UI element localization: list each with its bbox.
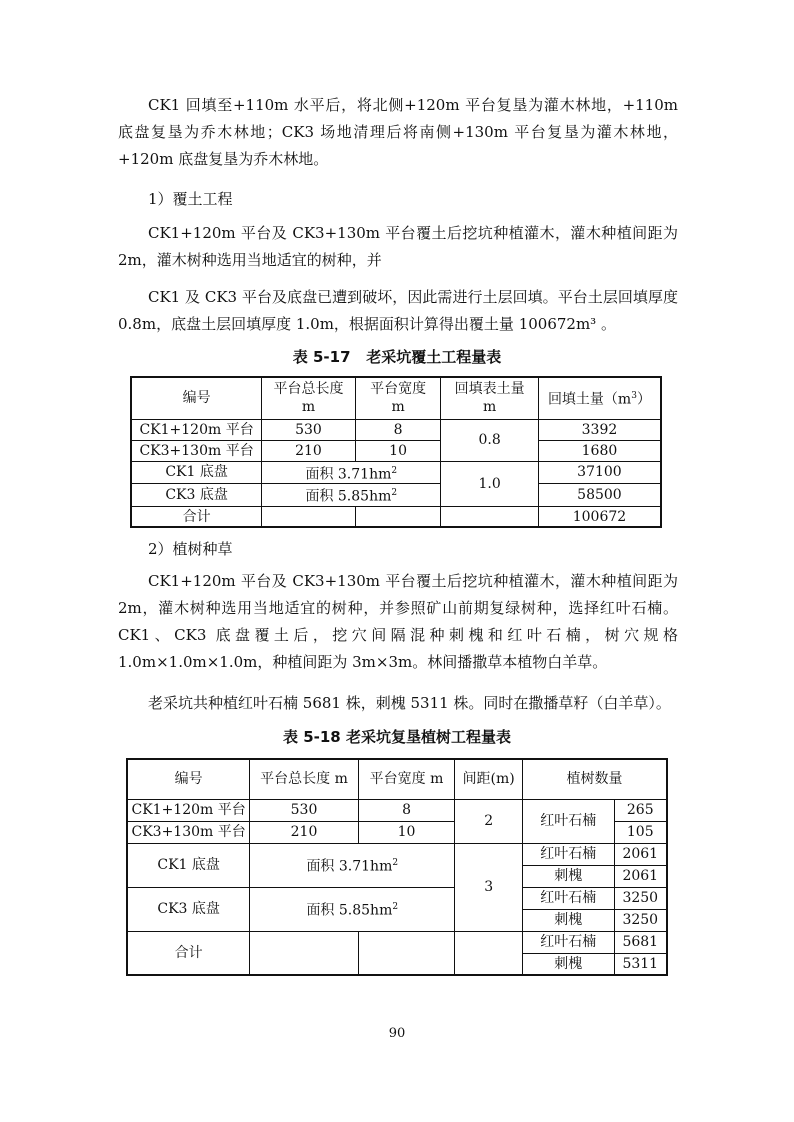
- table2-cell-area: 面积 $3.71hm^2$: [250, 843, 455, 887]
- table1-cell-volume: 100672: [538, 506, 661, 527]
- table2-caption: [0, 726, 794, 747]
- table2-cell-name: CK1+120m 平台: [127, 799, 250, 821]
- table-row: [127, 887, 667, 909]
- table2-cell-species: 红叶石楠: [523, 887, 615, 909]
- page-number: 90: [388, 1026, 406, 1041]
- table1-cell-length: 530: [262, 419, 356, 440]
- table2-cell-spacing: 3: [455, 843, 523, 931]
- table2-cell-species: 红叶石楠: [523, 931, 615, 953]
- table-row: [131, 484, 661, 507]
- table1-cell-width: 10: [355, 440, 441, 461]
- table2-header-row: [127, 759, 667, 799]
- table1-caption-title: 老采坑覆土工程量表: [366, 348, 502, 366]
- table1-caption: [0, 346, 794, 367]
- table2-caption-title: 老采坑复垦植树工程量表: [345, 728, 511, 746]
- table1-cell-name: CK3+130m 平台: [131, 440, 262, 461]
- paragraph-ck1-backfill: CK1 回填至+110m 水平后，将北侧+120m 平台复垦为灌木林地，+110m 底盘复垦为乔木林地；CK3 场地清理后将南侧+130m 平台复垦为灌木林地，+120m 底盘复垦为乔木林地。: [118, 96, 678, 168]
- table1-cell-empty: [355, 506, 441, 527]
- table1-cell-name: CK1 底盘: [131, 461, 262, 484]
- table2-cell-count: 105: [614, 821, 667, 843]
- table1-cell-volume: 37100: [538, 461, 661, 484]
- table2-cell-width: 10: [358, 821, 455, 843]
- table-row: [127, 931, 667, 953]
- table1-header-length: 平台总长度 m: [262, 377, 356, 419]
- table1-cell-area: 面积 $5.85hm^2$: [262, 484, 441, 507]
- table2-cell-length: 210: [250, 821, 359, 843]
- table2-header-width: 平台宽度 m: [358, 759, 455, 799]
- table2-cell-name: CK3+130m 平台: [127, 821, 250, 843]
- table1-cell-depth: 1.0: [441, 461, 539, 506]
- table2-cell-name: CK1 底盘: [127, 843, 250, 887]
- table-row: [127, 843, 667, 865]
- paragraph-soil-backfill: CK1 及 CK3 平台及底盘已遭到破坏，因此需进行土层回填。平台土层回填厚度 0.8m，底盘土层回填厚度 1.0m，根据面积计算得出覆土量 100672m³ 。: [118, 288, 678, 333]
- topsoil-table: [130, 376, 662, 528]
- table-row: [131, 419, 661, 440]
- table-row: [127, 799, 667, 821]
- table2-cell-spacing: 2: [455, 799, 523, 843]
- table2-cell-empty: [250, 931, 359, 975]
- table2-cell-name: CK3 底盘: [127, 887, 250, 931]
- paragraph-tree-planting: CK1+120m 平台及 CK3+130m 平台覆土后挖坑种植灌木，灌木种植间距为 2m，灌木树种选用当地适宜的树种，并参照矿山前期复绿树种，选择红叶石楠。CK1、CK3 底盘覆土后，挖穴间隔混种刺槐和红叶石楠，树穴规格 1.0m×1.0m×1.0m，种植间距为 3m×3m。林间播撒草本植物白羊草。: [118, 572, 678, 671]
- table2-cell-species: 红叶石楠: [523, 799, 615, 843]
- table1-header-width: 平台宽度 m: [355, 377, 441, 419]
- planting-table: [126, 758, 668, 976]
- table2-cell-count: 2061: [614, 865, 667, 887]
- table2-cell-empty: [358, 931, 455, 975]
- paragraph-planting-summary: 老采坑共种植红叶石楠 5681 株，刺槐 5311 株。同时在撒播草籽（白羊草）。: [148, 694, 671, 712]
- table2-cell-count: 2061: [614, 843, 667, 865]
- table2-header-length: 平台总长度 m: [250, 759, 359, 799]
- table2-header-spacing: 间距(m): [455, 759, 523, 799]
- table2-cell-species: 刺槐: [523, 953, 615, 975]
- paragraph-shrub-planting: CK1+120m 平台及 CK3+130m 平台覆土后挖坑种植灌木，灌木种植间距为 2m，灌木树种选用当地适宜的树种，并: [118, 224, 678, 269]
- table1-cell-length: 210: [262, 440, 356, 461]
- table1-cell-volume: 58500: [538, 484, 661, 507]
- section-heading-topsoil: 1）覆土工程: [148, 190, 233, 208]
- table1-cell-volume: 1680: [538, 440, 661, 461]
- table1-cell-name: 合计: [131, 506, 262, 527]
- table2-cell-width: 8: [358, 799, 455, 821]
- table-row: [131, 506, 661, 527]
- table2-cell-count: 5311: [614, 953, 667, 975]
- table1-cell-name: CK1+120m 平台: [131, 419, 262, 440]
- table2-cell-species: 红叶石楠: [523, 843, 615, 865]
- table1-cell-area: 面积 $3.71hm^2$: [262, 461, 441, 484]
- table2-header-count: 植树数量: [523, 759, 667, 799]
- table2-caption-number: 表 5-18: [282, 728, 341, 746]
- table1-header-depth: 回填表土量 m: [441, 377, 539, 419]
- section-heading-planting: 2）植树种草: [148, 540, 233, 558]
- table-row: [131, 461, 661, 484]
- table2-cell-count: 5681: [614, 931, 667, 953]
- table1-caption-number: 表 5-17: [292, 348, 351, 366]
- table1-cell-empty: [441, 506, 539, 527]
- table1-cell-name: CK3 底盘: [131, 484, 262, 507]
- table2-cell-empty: [455, 931, 523, 975]
- table2-cell-count: 3250: [614, 887, 667, 909]
- table1-cell-depth: 0.8: [441, 419, 539, 461]
- table2-cell-count: 3250: [614, 909, 667, 931]
- table2-cell-area: 面积 $5.85hm^2$: [250, 887, 455, 931]
- table1-header-id: 编号: [131, 377, 262, 419]
- table1-cell-empty: [262, 506, 356, 527]
- table2-header-id: 编号: [127, 759, 250, 799]
- table-row: [131, 440, 661, 461]
- table2-cell-species: 刺槐: [523, 909, 615, 931]
- table2-cell-count: 265: [614, 799, 667, 821]
- table1-cell-volume: 3392: [538, 419, 661, 440]
- table1-cell-width: 8: [355, 419, 441, 440]
- table2-cell-length: 530: [250, 799, 359, 821]
- table1-header-row: [131, 377, 661, 419]
- table2-cell-species: 刺槐: [523, 865, 615, 887]
- table2-cell-name: 合计: [127, 931, 250, 975]
- table1-header-volume: 回填土量$(m^3)$: [538, 377, 661, 419]
